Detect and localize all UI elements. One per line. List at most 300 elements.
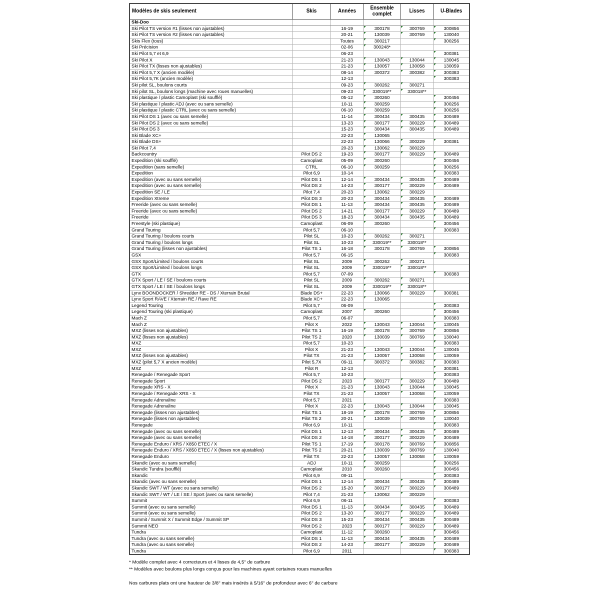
cell-ublades: 300489 bbox=[434, 151, 470, 157]
cell-kit: 300262 bbox=[364, 259, 401, 265]
cell-model: Expedition (avec ou sans semelle) bbox=[130, 183, 293, 189]
cell-kit: 300178 bbox=[364, 246, 401, 252]
cell-years: 10-23 bbox=[331, 372, 364, 378]
cell-years: 10-14 bbox=[331, 170, 364, 176]
cell-kit: 300177 bbox=[364, 435, 401, 441]
cell-kit: 300260 bbox=[364, 466, 401, 472]
cell-ski: Pilot TX bbox=[293, 353, 331, 359]
cell-kit: 300434 bbox=[364, 536, 401, 542]
cell-ublades: 300381 bbox=[434, 366, 470, 372]
cell-years: 2020 bbox=[331, 334, 364, 340]
cell-years: 20-23 bbox=[331, 145, 364, 151]
cell-model: MXZ (lisses non ajustables) bbox=[130, 334, 293, 340]
cell-model: Ski Pilot 5,7 X (ancien modèle) bbox=[130, 70, 293, 76]
cell-model: MXZ (pilot 5,7 X ancien modèle) bbox=[130, 359, 293, 365]
cell-lisses: 300769 bbox=[401, 416, 434, 422]
cell-kit: 300178 bbox=[364, 328, 401, 334]
cell-lisses: 300382 bbox=[401, 359, 434, 365]
cell-ublades: 300383 bbox=[434, 170, 470, 176]
cell-lisses: 300382 bbox=[401, 70, 434, 76]
cell-years: 14-18 bbox=[331, 435, 364, 441]
cell-kit: 130039 bbox=[364, 32, 401, 38]
cell-years: 11-13 bbox=[331, 504, 364, 510]
cell-kit: 130057 bbox=[364, 454, 401, 460]
cell-ublades: 300256 bbox=[434, 107, 470, 113]
cell-ublades: 300383 bbox=[434, 252, 470, 258]
cell-ski: Pilot TS 2 bbox=[293, 416, 331, 422]
cell-model: Backcountry bbox=[130, 151, 293, 157]
cell-model: Expedition SE / LE bbox=[130, 189, 293, 195]
cell-ublades: 300856 bbox=[434, 328, 470, 334]
cell-ublades: 300456 bbox=[434, 95, 470, 101]
cell-model: Summit bbox=[130, 498, 293, 504]
cell-kit: 300434 bbox=[364, 196, 401, 202]
cell-ublades: 130059 bbox=[434, 454, 470, 460]
cell-ublades: 300489 bbox=[434, 542, 470, 548]
cell-ski: Pilot DS 1 bbox=[293, 479, 331, 485]
cell-years: 09-11 bbox=[331, 473, 364, 479]
cell-lisses: 300769 bbox=[401, 26, 434, 32]
cell-ublades: 300383 bbox=[434, 340, 470, 346]
cell-model: Legend Touring (ski plastique) bbox=[130, 309, 293, 315]
cell-years: 20-21 bbox=[331, 32, 364, 38]
cell-ski: Pilot SL bbox=[293, 284, 331, 290]
table-row bbox=[130, 548, 470, 555]
cell-model: Tundra (avec ou sans semelle) bbox=[130, 536, 293, 542]
cell-lisses: 300435 bbox=[401, 177, 434, 183]
cell-lisses: 300435 bbox=[401, 126, 434, 132]
cell-lisses: 130044 bbox=[401, 57, 434, 63]
cell-ublades: 300489 bbox=[434, 485, 470, 491]
cell-model: Renegade / Renegade Sport bbox=[130, 372, 293, 378]
cell-kit: 130039 bbox=[364, 416, 401, 422]
cell-years: 06-11 bbox=[331, 498, 364, 504]
cell-kit: 300434 bbox=[364, 517, 401, 523]
cell-kit: 130062 bbox=[364, 189, 401, 195]
cell-model: Summit (avec ou sans semelle) bbox=[130, 504, 293, 510]
cell-kit: 130039 bbox=[364, 447, 401, 453]
cell-ublades: 300489 bbox=[434, 536, 470, 542]
cell-years: 09-11 bbox=[331, 359, 364, 365]
cell-model: Expedition (sans semelle) bbox=[130, 164, 293, 170]
cell-ski: Pilot 6,9 bbox=[293, 473, 331, 479]
cell-kit: 300178 bbox=[364, 26, 401, 32]
cell-years: 05-12 bbox=[331, 95, 364, 101]
cell-lisses: 300769 bbox=[401, 334, 434, 340]
cell-model: Ski Pilot DS 2 (avec ou sans semelle) bbox=[130, 120, 293, 126]
cell-years: 14-23 bbox=[331, 183, 364, 189]
cell-ublades: 300383 bbox=[434, 76, 470, 82]
cell-ublades: 300489 bbox=[434, 517, 470, 523]
cell-ublades: 300383 bbox=[434, 227, 470, 233]
cell-years: 20-23 bbox=[331, 189, 364, 195]
cell-ski: Pilot SL bbox=[293, 277, 331, 283]
cell-ublades: 300856 bbox=[434, 26, 470, 32]
cell-kit: 300177 bbox=[364, 183, 401, 189]
cell-model: Ski Précision bbox=[130, 44, 293, 50]
cell-lisses: 130044 bbox=[401, 347, 434, 353]
cell-ublades: 300456 bbox=[434, 309, 470, 315]
cell-ski: Pilot 5,7 bbox=[293, 315, 331, 321]
cell-years: 22-23 bbox=[331, 133, 364, 139]
cell-model: Freeride (avec ou sans semelle) bbox=[130, 202, 293, 208]
cell-kit: 300260 bbox=[364, 529, 401, 535]
cell-kit: 300177 bbox=[364, 208, 401, 214]
cell-years: 2011 bbox=[331, 548, 364, 555]
cell-ski: Pilot DS 1 bbox=[293, 536, 331, 542]
cell-model: Freeride (avec ou sans semelle) bbox=[130, 208, 293, 214]
cell-years: 16-19 bbox=[331, 26, 364, 32]
cell-years: 15-23 bbox=[331, 126, 364, 132]
cell-years: 10-11 bbox=[331, 101, 364, 107]
cell-model: MXZ bbox=[130, 340, 293, 346]
cell-model: MXZ (lisses non ajustables) bbox=[130, 353, 293, 359]
cell-model: Summit NEO bbox=[130, 523, 293, 529]
cell-lisses: 130058 bbox=[401, 454, 434, 460]
cell-lisses: 130044 bbox=[401, 322, 434, 328]
cell-ski: Pilot DS 1 bbox=[293, 202, 331, 208]
cell-lisses: 130044 bbox=[401, 384, 434, 390]
cell-ski: Pilot 5,7 bbox=[293, 252, 331, 258]
cell-years: 22-23 bbox=[331, 454, 364, 460]
footnotes bbox=[129, 559, 469, 587]
cell-kit: 300259 bbox=[364, 460, 401, 466]
cell-years: 06-09 bbox=[331, 303, 364, 309]
cell-lisses: 300229 bbox=[401, 542, 434, 548]
cell-ski: Pilot TS 1 bbox=[293, 246, 331, 252]
cell-ski: Pilot 5,7 bbox=[293, 227, 331, 233]
cell-model: Skandic SWT / WT (avec ou sans semelle) bbox=[130, 485, 293, 491]
cell-ski: Pilot X bbox=[293, 384, 331, 390]
cell-model: Skandic bbox=[130, 473, 293, 479]
cell-lisses: 300435 bbox=[401, 536, 434, 542]
cell-model: Freeride bbox=[130, 214, 293, 220]
cell-model: Ski plastique / plastic Camoplast (ski soufflé) bbox=[130, 95, 293, 101]
cell-ublades: 300489 bbox=[434, 120, 470, 126]
cell-ski: Pilot DS 2 bbox=[293, 435, 331, 441]
cell-model: Summit (avec ou sans semelle) bbox=[130, 510, 293, 516]
cell-years: 2009 bbox=[331, 265, 364, 271]
cell-kit: 130043 bbox=[364, 347, 401, 353]
cell-model: Tundra bbox=[130, 529, 293, 535]
cell-model: Ski Blade XC+ bbox=[130, 133, 293, 139]
cell-ski: Pilot DS 2 bbox=[293, 523, 331, 529]
cell-model: Ski Blade DS+ bbox=[130, 139, 293, 145]
cell-ski: Camoplast bbox=[293, 529, 331, 535]
footnote-carbures: Nos carbures plats ont une hauteur de 3/8" mais insérés à 5/16" de profondeur avec 6" de carbure bbox=[129, 580, 338, 587]
cell-years: 06-09 bbox=[331, 221, 364, 227]
cell-model: GTX bbox=[130, 271, 293, 277]
cell-lisses: 300769 bbox=[401, 410, 434, 416]
cell-kit: 300260 bbox=[364, 95, 401, 101]
cell-lisses: 300229 bbox=[401, 485, 434, 491]
cell-ski: Pilot 5,7 bbox=[293, 271, 331, 277]
cell-ski: ADJ bbox=[293, 460, 331, 466]
header-row bbox=[130, 4, 470, 20]
cell-model: Ski plastique / plastic ADJ (avec ou sans semelle) bbox=[130, 101, 293, 107]
cell-model: Renegade Enduro / XRS / X850 ETEC / X bbox=[130, 441, 293, 447]
cell-years: 14-21 bbox=[331, 208, 364, 214]
cell-kit: 300178 bbox=[364, 441, 401, 447]
section-header-label: Ski-Doo bbox=[130, 19, 293, 25]
cell-model: Expedition bbox=[130, 170, 293, 176]
cell-ski: Pilot SL bbox=[293, 265, 331, 271]
cell-model: Ski Pilot 5,7K (ancien modèle) bbox=[130, 76, 293, 82]
cell-lisses: 300769 bbox=[401, 441, 434, 447]
cell-kit: 300177 bbox=[364, 542, 401, 548]
cell-ski: Pilot TS 2 bbox=[293, 447, 331, 453]
cell-years: 10-23 bbox=[331, 233, 364, 239]
cell-kit: 300260 bbox=[364, 309, 401, 315]
cell-years: 15-23 bbox=[331, 517, 364, 523]
cell-years: Toutes bbox=[331, 38, 364, 44]
cell-kit: 300178 bbox=[364, 410, 401, 416]
cell-years: 14-23 bbox=[331, 542, 364, 548]
cell-kit: 300434 bbox=[364, 214, 401, 220]
cell-kit: 300177 bbox=[364, 485, 401, 491]
cell-years: 21-23 bbox=[331, 347, 364, 353]
cell-ublades: 300489 bbox=[434, 208, 470, 214]
cell-lisses bbox=[401, 548, 434, 555]
cell-lisses: 330018** bbox=[401, 265, 434, 271]
cell-ublades: 130040 bbox=[434, 334, 470, 340]
cell-ublades: 300383 bbox=[434, 548, 470, 555]
cell-years: 18-23 bbox=[331, 214, 364, 220]
cell-lisses: 130058 bbox=[401, 353, 434, 359]
cell-lisses: 130044 bbox=[401, 403, 434, 409]
cell-kit: 330019** bbox=[364, 265, 401, 271]
cell-ublades: 300489 bbox=[434, 504, 470, 510]
cell-kit: 300434 bbox=[364, 114, 401, 120]
cell-model: GSX Sport/Limited / boulons longs bbox=[130, 265, 293, 271]
cell-model: Ski Pilot X bbox=[130, 57, 293, 63]
cell-model: Lynx BOONDOCKER / Shredder RE - DS / Xterrain Brutal bbox=[130, 290, 293, 296]
cell-years: 18-19 bbox=[331, 410, 364, 416]
cell-kit: 300434 bbox=[364, 479, 401, 485]
column-header-lisses: Lisses bbox=[401, 4, 434, 20]
cell-kit: 300177 bbox=[364, 151, 401, 157]
cell-kit: 300260 bbox=[364, 158, 401, 164]
cell-kit: 300177 bbox=[364, 378, 401, 384]
cell-years: 09-23 bbox=[331, 89, 364, 95]
cell-years: 10-23 bbox=[331, 240, 364, 246]
cell-ublades: 300383 bbox=[434, 498, 470, 504]
cell-lisses: 300769 bbox=[401, 32, 434, 38]
cell-kit: 300259 bbox=[364, 164, 401, 170]
cell-ski: Pilot 6,9 bbox=[293, 170, 331, 176]
cell-ski: Pilot 5,7 bbox=[293, 397, 331, 403]
cell-ski: Camoplast bbox=[293, 158, 331, 164]
cell-kit: 300372 bbox=[364, 70, 401, 76]
cell-ski: Pilot X bbox=[293, 322, 331, 328]
cell-years: 2023 bbox=[331, 378, 364, 384]
cell-lisses: 300769 bbox=[401, 246, 434, 252]
cell-lisses: 300229 bbox=[401, 492, 434, 498]
cell-lisses: 300229 bbox=[401, 120, 434, 126]
cell-years: 2023 bbox=[331, 523, 364, 529]
cell-lisses: 330018** bbox=[401, 284, 434, 290]
cell-ublades: 300489 bbox=[434, 435, 470, 441]
cell-lisses: 330018** bbox=[401, 89, 434, 95]
cell-ski: Pilot DS 3 bbox=[293, 214, 331, 220]
cell-ublades: 300456 bbox=[434, 158, 470, 164]
cell-ublades: 300489 bbox=[434, 196, 470, 202]
cell-model: Grand Touring bbox=[130, 227, 293, 233]
cell-ublades: 300381 bbox=[434, 139, 470, 145]
cell-kit: 330019** bbox=[364, 240, 401, 246]
cell-lisses: 300435 bbox=[401, 479, 434, 485]
cell-ski: Pilot 5,7X bbox=[293, 359, 331, 365]
cell-ublades: 130045 bbox=[434, 347, 470, 353]
cell-ski: Pilot X bbox=[293, 403, 331, 409]
cell-kit: 130057 bbox=[364, 63, 401, 69]
cell-lisses: 300229 bbox=[401, 208, 434, 214]
cell-years: 09-23 bbox=[331, 82, 364, 88]
cell-ublades: 300856 bbox=[434, 441, 470, 447]
cell-kit: 300262 bbox=[364, 82, 401, 88]
column-header-ensemble-complet: Ensemble complet bbox=[364, 4, 401, 20]
cell-kit: 130066 bbox=[364, 290, 401, 296]
cell-years: 21-23 bbox=[331, 57, 364, 63]
cell-ski: Pilot SL bbox=[293, 240, 331, 246]
cell-model: Ski Pilot TS version #1 (lisses non ajustables) bbox=[130, 26, 293, 32]
cell-ski: Pilot DS 2 bbox=[293, 378, 331, 384]
cell-years: 22-23 bbox=[331, 403, 364, 409]
cell-model: MXZ bbox=[130, 366, 293, 372]
cell-kit: 130062 bbox=[364, 145, 401, 151]
cell-model: Tundra bbox=[130, 548, 293, 555]
cell-model: Ski pilot SL, boulons courts bbox=[130, 82, 293, 88]
cell-kit: 330019** bbox=[364, 89, 401, 95]
cell-ublades: 300856 bbox=[434, 410, 470, 416]
cell-model: Ski pilot SL, boulons longs (machine avec roues manuelles) bbox=[130, 89, 293, 95]
cell-years: 12-14 bbox=[331, 177, 364, 183]
cell-kit: 300434 bbox=[364, 177, 401, 183]
cell-ublades: 130045 bbox=[434, 384, 470, 390]
cell-ski: Pilot X bbox=[293, 347, 331, 353]
cell-years: 12-13 bbox=[331, 76, 364, 82]
cell-model: Lynx Sport RAVE / Xterrain RE / Rave RE bbox=[130, 296, 293, 302]
cell-ublades: 300256 bbox=[434, 101, 470, 107]
cell-ski: Pilot TS 2 bbox=[293, 334, 331, 340]
cell-model: Ski Pilot DS 3 bbox=[130, 126, 293, 132]
cell-ski: Pilot SL bbox=[293, 233, 331, 239]
cell-years: 10-11 bbox=[331, 422, 364, 428]
cell-years: 06-10 bbox=[331, 227, 364, 233]
cell-model: Expedition (ski soufflé) bbox=[130, 158, 293, 164]
cell-lisses: 300229 bbox=[401, 139, 434, 145]
cell-lisses: 300435 bbox=[401, 517, 434, 523]
cell-ski: Pilot 7,4 bbox=[293, 189, 331, 195]
cell-ublades: 300489 bbox=[434, 177, 470, 183]
cell-ski: Pilot R bbox=[293, 366, 331, 372]
cell-model: Ski Pilot 7,4 bbox=[130, 145, 293, 151]
cell-lisses: 300229 bbox=[401, 151, 434, 157]
ski-compatibility-table bbox=[129, 3, 470, 555]
cell-lisses: 300435 bbox=[401, 196, 434, 202]
cell-ski: Pilot DS 2 bbox=[293, 208, 331, 214]
cell-model: Grand Touring (lisses non ajustables) bbox=[130, 246, 293, 252]
cell-model: Renegade / Renegade XRS - X bbox=[130, 391, 293, 397]
cell-ski: Camoplast bbox=[293, 466, 331, 472]
cell-model: GSX bbox=[130, 252, 293, 258]
cell-ublades: 300383 bbox=[434, 315, 470, 321]
cell-ublades: 300489 bbox=[434, 114, 470, 120]
cell-ublades: 300489 bbox=[434, 183, 470, 189]
column-header-u-blades: U-Blades bbox=[434, 4, 470, 20]
cell-model: Grand Touring / boulons longs bbox=[130, 240, 293, 246]
cell-model: Summit / Summit X / Summit Edge / Summit SP bbox=[130, 517, 293, 523]
cell-kit: 130057 bbox=[364, 391, 401, 397]
cell-model: GTX Sport / LE / SE / boulons courts bbox=[130, 277, 293, 283]
cell-kit: 300260 bbox=[364, 221, 401, 227]
cell-model: Renegade bbox=[130, 422, 293, 428]
cell-years: 22-23 bbox=[331, 296, 364, 302]
cell-model: Renegade (lisses non ajustables) bbox=[130, 416, 293, 422]
cell-years: 2009 bbox=[331, 284, 364, 290]
cell-model: GSX Sport/Limited / boulons courts bbox=[130, 259, 293, 265]
cell-ublades: 130045 bbox=[434, 403, 470, 409]
cell-years: 2009 bbox=[331, 277, 364, 283]
cell-model: Mach Z bbox=[130, 315, 293, 321]
cell-model: Renegade (avec ou sans semelle) bbox=[130, 429, 293, 435]
cell-years: 2009 bbox=[331, 259, 364, 265]
cell-ublades: 130040 bbox=[434, 447, 470, 453]
cell-model: MXZ bbox=[130, 347, 293, 353]
cell-kit: 300434 bbox=[364, 126, 401, 132]
cell-model: Renegade Sport bbox=[130, 378, 293, 384]
cell-model: Expedition (avec ou sans semelle) bbox=[130, 177, 293, 183]
cell-ski: Pilot DS 2 bbox=[293, 510, 331, 516]
cell-ski: Pilot DS 1 bbox=[293, 177, 331, 183]
cell-years: 19-23 bbox=[331, 151, 364, 157]
column-header-annees: Années bbox=[331, 4, 364, 20]
cell-lisses: 300769 bbox=[401, 328, 434, 334]
cell-lisses: 300271 bbox=[401, 277, 434, 283]
cell-kit: 330019** bbox=[364, 284, 401, 290]
cell-model: Renegade Enduro bbox=[130, 454, 293, 460]
cell-kit: 300434 bbox=[364, 202, 401, 208]
cell-ublades: 300489 bbox=[434, 202, 470, 208]
cell-lisses: 300229 bbox=[401, 435, 434, 441]
cell-lisses: 300435 bbox=[401, 202, 434, 208]
cell-ublades: 300383 bbox=[434, 397, 470, 403]
cell-kit bbox=[364, 548, 401, 555]
cell-lisses: 300229 bbox=[401, 510, 434, 516]
cell-kit: 300259 bbox=[364, 101, 401, 107]
cell-ublades: 300489 bbox=[434, 523, 470, 529]
cell-lisses: 300229 bbox=[401, 189, 434, 195]
cell-model: Tundra (avec ou sans semelle) bbox=[130, 542, 293, 548]
cell-kit: 300248* bbox=[364, 44, 401, 50]
cell-ski: Pilot DS 3 bbox=[293, 517, 331, 523]
cell-years: 12-13 bbox=[331, 429, 364, 435]
cell-years: 16-18 bbox=[331, 246, 364, 252]
cell-ublades: 300381 bbox=[434, 51, 470, 57]
cell-ski: Pilot 6,9 bbox=[293, 498, 331, 504]
cell-model: Expedition Xtreme bbox=[130, 196, 293, 202]
cell-kit: 130065 bbox=[364, 296, 401, 302]
cell-ublades: 300383 bbox=[434, 303, 470, 309]
cell-ski: Pilot 6,9 bbox=[293, 548, 331, 555]
cell-kit: 300262 bbox=[364, 277, 401, 283]
cell-years: 2021 bbox=[331, 397, 364, 403]
cell-ublades: 300489 bbox=[434, 214, 470, 220]
cell-years: 07-09 bbox=[331, 271, 364, 277]
cell-kit: 300259 bbox=[364, 107, 401, 113]
cell-ublades: 300456 bbox=[434, 221, 470, 227]
cell-ublades: 300489 bbox=[434, 126, 470, 132]
